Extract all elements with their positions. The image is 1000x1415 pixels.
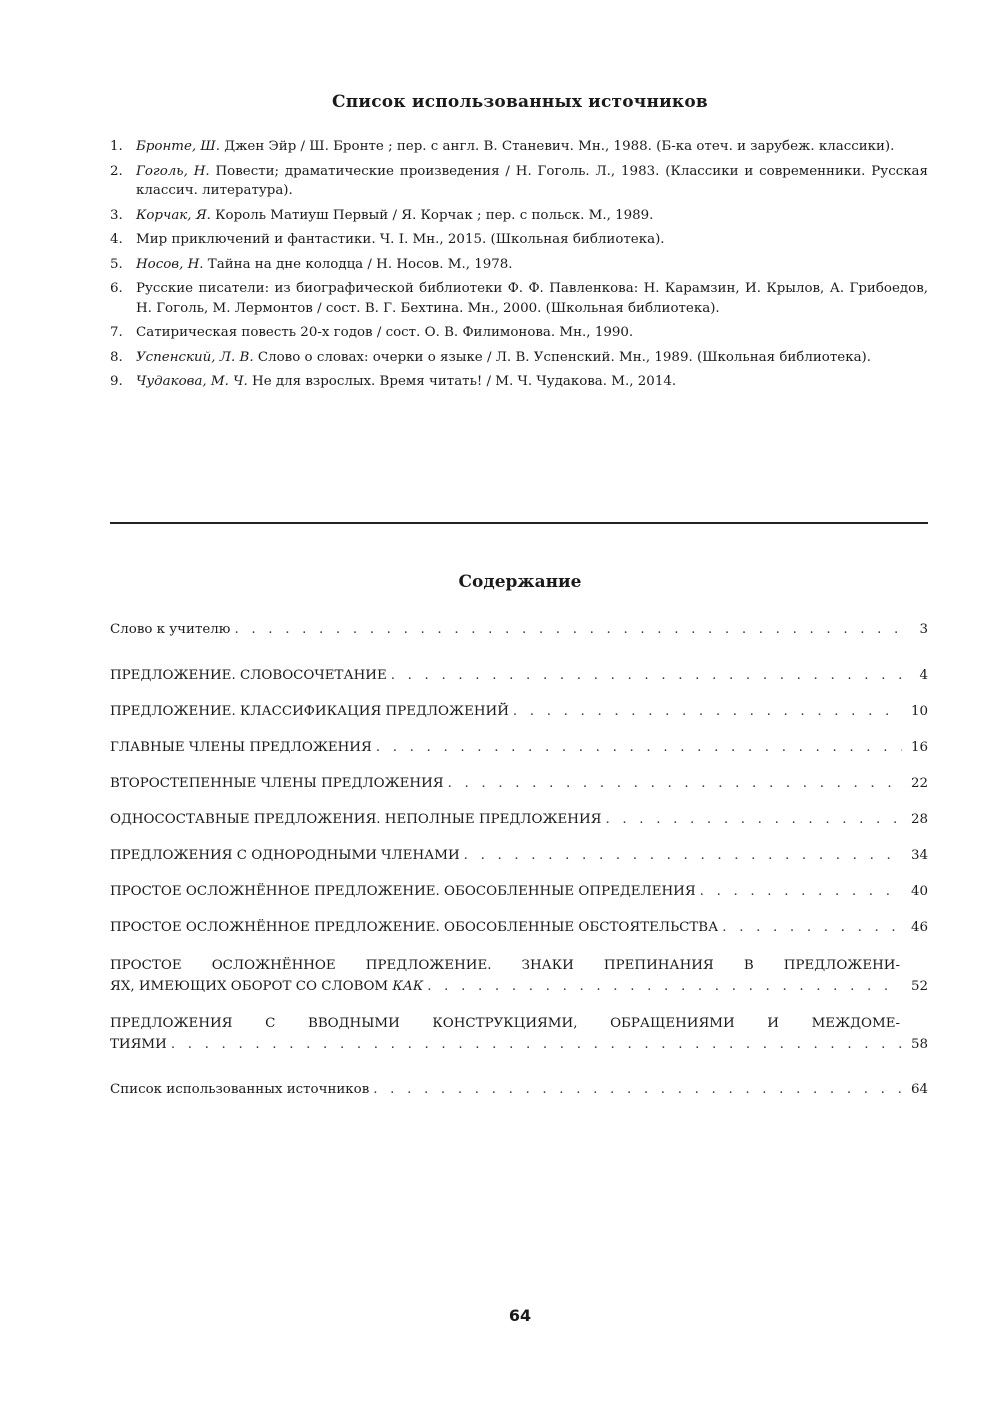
reference-number: 3. xyxy=(110,207,123,223)
toc-entry-page: 3 xyxy=(919,622,928,637)
reference-item xyxy=(110,348,928,368)
section-divider xyxy=(110,522,928,524)
toc-entry-page: 64 xyxy=(910,1082,928,1097)
reference-item xyxy=(110,206,928,226)
reference-number: 8. xyxy=(110,349,123,365)
toc-entry[interactable] xyxy=(110,737,928,758)
toc-entry[interactable] xyxy=(110,809,928,830)
toc-title: Содержание xyxy=(458,572,582,592)
toc-leader-dots xyxy=(171,1034,902,1055)
reference-author: Успенский, Л. В. xyxy=(136,349,254,365)
toc-entry-page: 34 xyxy=(910,848,928,863)
reference-number: 9. xyxy=(110,374,123,389)
reference-text: Сатирическая повесть 20-х годов / сост. О. В. Филимонова. Мн., 1990. xyxy=(136,325,634,340)
toc-entry-label: ОДНОСОСТАВНЫЕ ПРЕДЛОЖЕНИЯ. НЕПОЛНЫЕ ПРЕДЛОЖЕНИЯ xyxy=(110,812,602,827)
toc-entry-page: 46 xyxy=(910,920,928,935)
toc-entry[interactable] xyxy=(110,665,928,686)
reference-number: 2. xyxy=(110,163,123,179)
toc-entry[interactable] xyxy=(110,1013,928,1055)
toc-entry-page: 10 xyxy=(910,704,928,719)
toc-entry-page: 16 xyxy=(910,740,928,755)
reference-item xyxy=(110,255,928,275)
reference-item xyxy=(110,372,928,392)
toc-entry[interactable] xyxy=(110,881,928,902)
reference-text: Тайна на дне колодца / Н. Носов. М., 1978. xyxy=(203,256,513,272)
reference-item xyxy=(110,279,928,318)
toc-entry-label: ПРЕДЛОЖЕНИЯ С ОДНОРОДНЫМИ ЧЛЕНАМИ xyxy=(110,848,460,863)
page-number: 64 xyxy=(508,1306,532,1325)
toc-leader-dots xyxy=(513,701,902,722)
reference-text: Русские писатели: из биографической библиотеки Ф. Ф. Павленкова: Н. Карамзин, И. Крылов, А. Грибоедов, Н. Гоголь, М. Лермонтов / сост. В. Г. Бехтина. Мн., 2000. (Школьная библиотека). xyxy=(136,281,928,316)
reference-text: Слово о словах: очерки о языке / Л. В. Успенский. Мн., 1989. (Школьная библиотека). xyxy=(253,349,872,365)
reference-item xyxy=(110,162,928,201)
reference-author: Бронте, Ш. xyxy=(136,139,220,154)
toc-entry-label: ПРЕДЛОЖЕНИЕ. КЛАССИФИКАЦИЯ ПРЕДЛОЖЕНИЙ xyxy=(110,704,509,719)
toc-entry-label: ГЛАВНЫЕ ЧЛЕНЫ ПРЕДЛОЖЕНИЯ xyxy=(110,740,372,755)
toc-entry-label-line1: ПРЕДЛОЖЕНИЯ С ВВОДНЫМИ КОНСТРУКЦИЯМИ, ОБРАЩЕНИЯМИ И МЕЖДОМЕ- xyxy=(110,1016,900,1031)
reference-author: Чудакова, М. Ч. xyxy=(136,374,248,389)
toc-entry[interactable] xyxy=(110,917,928,938)
reference-author: Корчак, Я. xyxy=(136,207,211,223)
reference-number: 1. xyxy=(110,139,123,154)
toc-leader-dots xyxy=(234,619,902,640)
toc-entry-page: 28 xyxy=(910,812,928,827)
toc-entry-page: 52 xyxy=(910,979,928,994)
reference-author: Носов, Н. xyxy=(136,256,204,272)
toc-entry[interactable] xyxy=(110,619,928,640)
reference-number: 4. xyxy=(110,232,123,247)
references-title: Список использованных источников xyxy=(332,92,708,112)
toc-entry-page: 58 xyxy=(910,1037,928,1052)
toc-entry-page: 22 xyxy=(910,776,928,791)
reference-number: 6. xyxy=(110,281,123,296)
toc-entry-label: ПРОСТОЕ ОСЛОЖНЁННОЕ ПРЕДЛОЖЕНИЕ. ОБОСОБЛЕННЫЕ ОПРЕДЕЛЕНИЯ xyxy=(110,884,696,899)
toc-entry[interactable] xyxy=(110,773,928,794)
toc-leader-dots xyxy=(427,976,902,997)
reference-author: Гоголь, Н. xyxy=(136,163,210,179)
toc-entry-emphasis: КАК xyxy=(392,979,424,994)
toc-entry-label: ТИЯМИ xyxy=(110,1037,167,1052)
toc-leader-dots xyxy=(376,737,902,758)
toc-leader-dots xyxy=(391,665,902,686)
toc-entry-label: ВТОРОСТЕПЕННЫЕ ЧЛЕНЫ ПРЕДЛОЖЕНИЯ xyxy=(110,776,444,791)
toc-entry-label-line1: ПРОСТОЕ ОСЛОЖНЁННОЕ ПРЕДЛОЖЕНИЕ. ЗНАКИ ПРЕПИНАНИЯ В ПРЕДЛОЖЕНИ- xyxy=(110,958,900,973)
toc-leader-dots xyxy=(448,773,902,794)
toc-entry-label: Список использованных источников xyxy=(110,1082,370,1097)
reference-text: Повести; драматические произведения / Н. Гоголь. Л., 1983. (Классики и современники. Русская классич. литература). xyxy=(136,163,928,198)
toc-leader-dots xyxy=(605,809,902,830)
reference-item xyxy=(110,137,928,157)
reference-text: Король Матиуш Первый / Я. Корчак ; пер. с польск. М., 1989. xyxy=(210,207,654,223)
reference-item xyxy=(110,230,928,250)
reference-number: 5. xyxy=(110,256,123,272)
toc-entry-label: ПРЕДЛОЖЕНИЕ. СЛОВОСОЧЕТАНИЕ xyxy=(110,668,387,683)
toc-leader-dots xyxy=(464,845,902,866)
toc-entry[interactable] xyxy=(110,955,928,997)
toc-entry-page: 4 xyxy=(919,668,928,683)
reference-item xyxy=(110,323,928,343)
toc-entry-label: ЯХ, ИМЕЮЩИХ ОБОРОТ СО СЛОВОМ КАК xyxy=(110,979,424,994)
toc-entry[interactable] xyxy=(110,1079,928,1100)
toc-entry[interactable] xyxy=(110,845,928,866)
toc-entry-label: ПРОСТОЕ ОСЛОЖНЁННОЕ ПРЕДЛОЖЕНИЕ. ОБОСОБЛЕННЫЕ ОБСТОЯТЕЛЬСТВА xyxy=(110,920,719,935)
reference-text: Не для взрослых. Время читать! / М. Ч. Чудакова. М., 2014. xyxy=(247,374,677,389)
toc-entry[interactable] xyxy=(110,701,928,722)
toc-leader-dots xyxy=(722,917,902,938)
reference-text: Джен Эйр / Ш. Бронте ; пер. с англ. В. Станевич. Мн., 1988. (Б-ка отеч. и зарубеж. классики). xyxy=(219,139,895,154)
toc-entry-page: 40 xyxy=(910,884,928,899)
references-list xyxy=(110,137,928,397)
reference-text: Мир приключений и фантастики. Ч. I. Мн., 2015. (Школьная библиотека). xyxy=(136,232,665,247)
toc-leader-dots xyxy=(373,1079,902,1100)
toc-entry-label: Слово к учителю xyxy=(110,622,231,637)
toc-leader-dots xyxy=(700,881,902,902)
reference-number: 7. xyxy=(110,325,123,340)
